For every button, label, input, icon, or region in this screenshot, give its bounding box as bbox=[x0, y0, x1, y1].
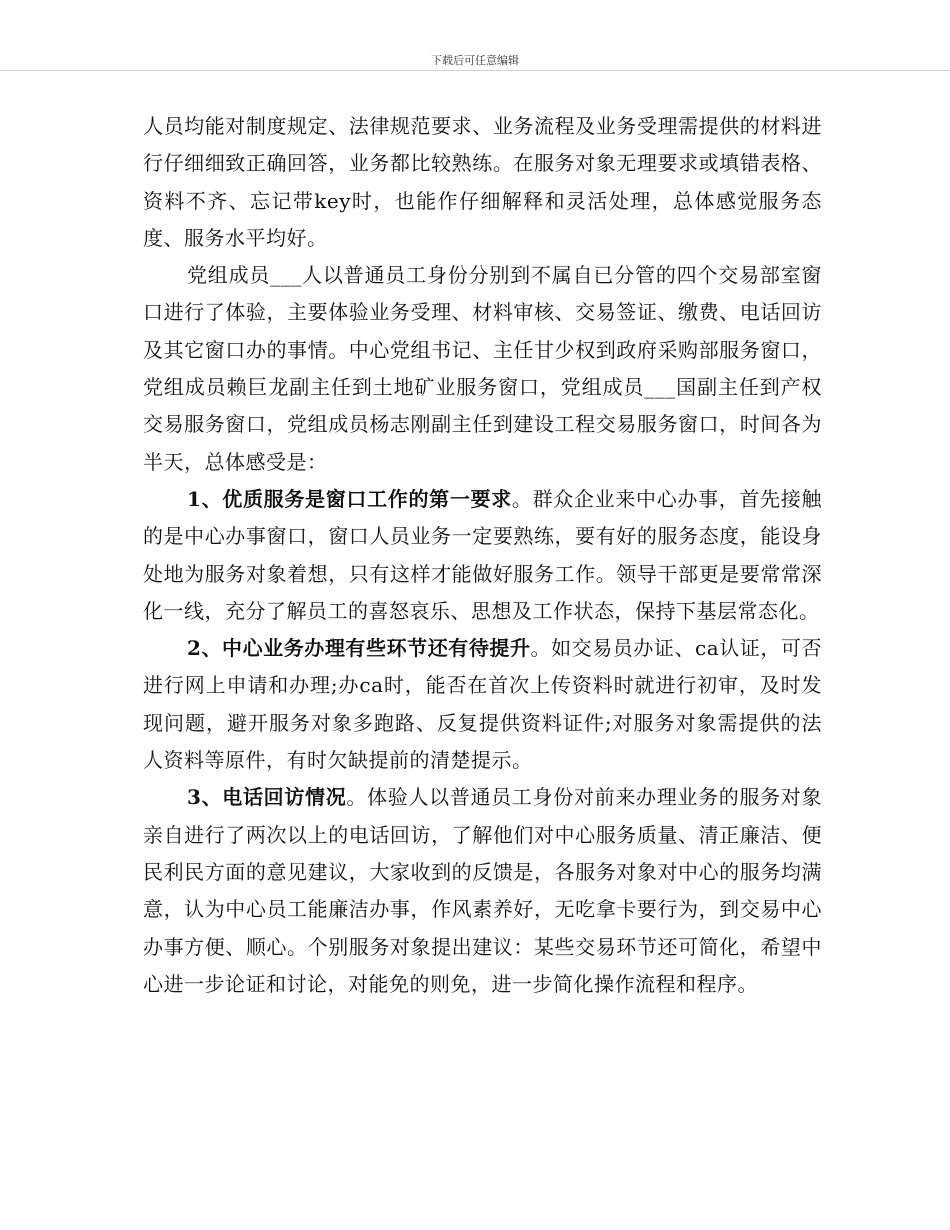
paragraph-point-2 bbox=[143, 630, 822, 779]
page-header bbox=[0, 0, 950, 71]
paragraph-text: 。群众企业来中心办事，首先接触的是中心办事窗口，窗口人员业务一定要熟练，要有好的服务态度，能设身处地为服务对象着想，只有这样才能做好服务工作。领导干部更是要常常深化一线，充分了解员工的喜怒哀乐、思想及工作状态，保持下基层常态化。 bbox=[143, 486, 822, 623]
paragraph-point-1 bbox=[143, 481, 822, 630]
paragraph-text: 。如交易员办证、ca认证，可否进行网上申请和办理;办ca时，能否在首次上传资料时就进行初审，及时发现问题，避开服务对象多跑路、反复提供资料证件;对服务对象需提供的法人资料等原件，有时欠缺提前的清楚提示。 bbox=[143, 636, 823, 773]
point-heading: 2、中心业务办理有些环节还有待提升 bbox=[187, 636, 531, 661]
paragraph-text: 。体验人以普通员工身份对前来办理业务的服务对象亲自进行了两次以上的电话回访，了解他们对中心服务质量、清正廉洁、便民利民方面的意见建议，大家收到的反馈是，各服务对象对中心的服务均满意，认为中心员工能廉洁办事，作风素养好，无吃拿卡要行为，到交易中心办事方便、顺心。个别服务对象提出建议：某些交易环节还可简化，希望中心进一步论证和讨论，对能免的则免，进一步简化操作流程和程序。 bbox=[143, 785, 822, 996]
document-body bbox=[143, 108, 822, 1003]
paragraph-text: 党组成员___人以普通员工身份分别到不属自已分管的四个交易部室窗口进行了体验，主要体验业务受理、材料审核、交易签证、缴费、电话回访及其它窗口办的事情。中心党组书记、主任甘少权到政府采购部服务窗口，党组成员赖巨龙副主任到土地矿业服务窗口，党组成员___国副主任到产权交易服务窗口，党组成员杨志刚副主任到建设工程交易服务窗口，时间各为半天，总体感受是： bbox=[143, 263, 822, 474]
paragraph-point-3 bbox=[143, 779, 822, 1003]
point-heading: 1、优质服务是窗口工作的第一要求 bbox=[187, 486, 512, 511]
paragraph-text: 人员均能对制度规定、法律规范要求、业务流程及业务受理需提供的材料进行仔细细致正确回答，业务都比较熟练。在服务对象无理要求或填错表格、资料不齐、忘记带key时，也能作仔细解释和灵活处理，总体感觉服务态度、服务水平均好。 bbox=[143, 114, 822, 250]
point-heading: 3、电话回访情况 bbox=[187, 785, 347, 810]
paragraph-continuation bbox=[143, 108, 822, 257]
paragraph-party-experience bbox=[143, 257, 822, 481]
header-text: 下载后可任意编辑 bbox=[431, 54, 519, 67]
